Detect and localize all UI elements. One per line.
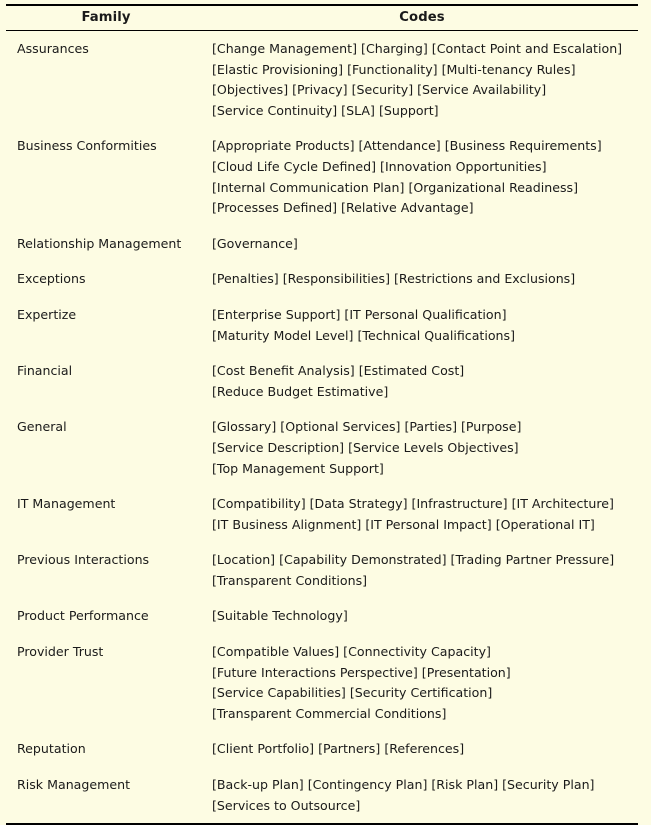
code-token: [Purpose] [461, 419, 522, 435]
code-token: [Multi-tenancy Rules] [441, 61, 576, 77]
table-row [6, 542, 638, 598]
codes-cell [206, 409, 638, 486]
code-token: [Elastic Provisioning] [212, 61, 344, 77]
code-token: [IT Business Alignment] [212, 516, 362, 532]
table-row [6, 486, 638, 542]
table-row [6, 353, 638, 409]
code-token: [Cost Benefit Analysis] [212, 363, 355, 379]
code-token: [Optional Services] [280, 419, 401, 435]
code-token: [Organizational Readiness] [408, 179, 579, 195]
table-row [6, 226, 638, 262]
codes-cell [206, 226, 638, 262]
code-token: [Support] [378, 102, 439, 118]
code-token: [IT Personal Impact] [365, 516, 492, 532]
code-token: [Penalties] [212, 271, 279, 287]
code-token: [Glossary] [212, 419, 277, 435]
family-codes-table [6, 4, 638, 825]
table-row [6, 261, 638, 297]
code-token: [Services to Outsource] [212, 797, 361, 813]
table-row [6, 128, 638, 225]
code-token: [Presentation] [421, 664, 511, 680]
family-cell: Financial [17, 363, 73, 379]
code-token: [Reduce Budget Estimative] [212, 383, 389, 399]
table-row [6, 297, 638, 353]
family-cell: Relationship Management [17, 235, 182, 251]
table-body [6, 31, 638, 825]
code-token: [Security] [351, 82, 414, 98]
code-token: [Relative Advantage] [341, 200, 474, 216]
code-token: [Service Availability] [417, 82, 547, 98]
code-token: [Transparent Conditions] [212, 572, 368, 588]
code-token: [Service Capabilities] [212, 685, 346, 701]
code-token: [Transparent Commercial Conditions] [212, 705, 447, 721]
code-token: [Client Portfolio] [212, 741, 315, 757]
code-token: [Technical Qualifications] [357, 327, 516, 343]
code-token: [Back-up Plan] [212, 777, 304, 793]
family-cell: IT Management [17, 496, 116, 512]
family-cell: Exceptions [17, 271, 86, 287]
code-token: [Change Management] [212, 41, 358, 56]
code-token: [Future Interactions Perspective] [212, 664, 418, 680]
code-token: [Partners] [318, 741, 381, 757]
codes-cell [206, 128, 638, 225]
table-row [6, 767, 638, 824]
code-token: [SLA] [341, 102, 375, 118]
code-token: [Appropriate Products] [212, 138, 355, 154]
code-token: [Service Continuity] [212, 102, 338, 118]
codes-cell [206, 353, 638, 409]
code-token: [Capability Demonstrated] [279, 552, 447, 568]
code-token: [Top Management Support] [212, 460, 384, 476]
code-token: [Data Strategy] [309, 496, 408, 512]
code-token: [Cloud Life Cycle Defined] [212, 158, 377, 174]
column-header-family: Family [6, 5, 206, 31]
code-token: [Connectivity Capacity] [343, 644, 491, 660]
code-token: [Infrastructure] [411, 496, 508, 512]
code-token: [Enterprise Support] [212, 306, 341, 322]
code-token: [Business Requirements] [444, 138, 602, 154]
code-token: [References] [384, 741, 465, 757]
code-token: [Maturity Model Level] [212, 327, 354, 343]
family-cell: Provider Trust [17, 644, 104, 660]
table-container [0, 4, 651, 813]
table-row [6, 731, 638, 767]
family-cell: Expertize [17, 306, 77, 322]
code-token: [Compatible Values] [212, 644, 340, 660]
family-cell: Product Performance [17, 608, 149, 624]
codes-cell [206, 31, 638, 129]
code-token: [Governance] [212, 235, 298, 251]
codes-cell [206, 767, 638, 824]
code-token: [Functionality] [347, 61, 438, 77]
code-token: [Processes Defined] [212, 200, 338, 216]
code-token: [Security Plan] [502, 777, 595, 793]
codes-cell [206, 261, 638, 297]
code-token: [Suitable Technology] [212, 608, 348, 624]
code-token: [Contact Point and Escalation] [431, 41, 623, 56]
table-header [6, 5, 638, 31]
code-token: [Privacy] [292, 82, 348, 98]
table-header-row [6, 5, 638, 31]
code-token: [Security Certification] [349, 685, 493, 701]
code-token: [Charging] [361, 41, 428, 56]
code-token: [Operational IT] [495, 516, 595, 532]
column-header-codes: Codes [206, 5, 638, 31]
codes-cell [206, 542, 638, 598]
table-row [6, 634, 638, 731]
family-cell: Reputation [17, 741, 86, 757]
code-token: [Attendance] [358, 138, 441, 154]
code-token: [Location] [212, 552, 276, 568]
table-row [6, 598, 638, 634]
code-token: [Parties] [404, 419, 457, 435]
family-cell: Previous Interactions [17, 552, 150, 568]
codes-cell [206, 598, 638, 634]
code-token: [Compatibility] [212, 496, 306, 512]
code-token: [Trading Partner Pressure] [450, 552, 615, 568]
codes-cell [206, 297, 638, 353]
family-cell: Assurances [17, 41, 89, 56]
code-token: [IT Architecture] [511, 496, 614, 512]
code-token: [IT Personal Qualification] [344, 306, 507, 322]
code-token: [Estimated Cost] [358, 363, 465, 379]
code-token: [Innovation Opportunities] [380, 158, 547, 174]
family-cell: Business Conformities [17, 138, 157, 154]
family-cell: General [17, 419, 67, 435]
codes-cell [206, 634, 638, 731]
codes-cell [206, 731, 638, 767]
code-token: [Contingency Plan] [307, 777, 428, 793]
code-token: [Restrictions and Exclusions] [394, 271, 576, 287]
code-token: [Objectives] [212, 82, 289, 98]
family-cell: Risk Management [6, 767, 206, 824]
code-token: [Risk Plan] [431, 777, 499, 793]
code-token: [Internal Communication Plan] [212, 179, 405, 195]
code-token: [Service Levels Objectives] [348, 439, 519, 455]
code-token: [Service Description] [212, 439, 345, 455]
table-row [6, 409, 638, 486]
code-token: [Responsibilities] [282, 271, 390, 287]
codes-cell [206, 486, 638, 542]
table-row [6, 31, 638, 129]
